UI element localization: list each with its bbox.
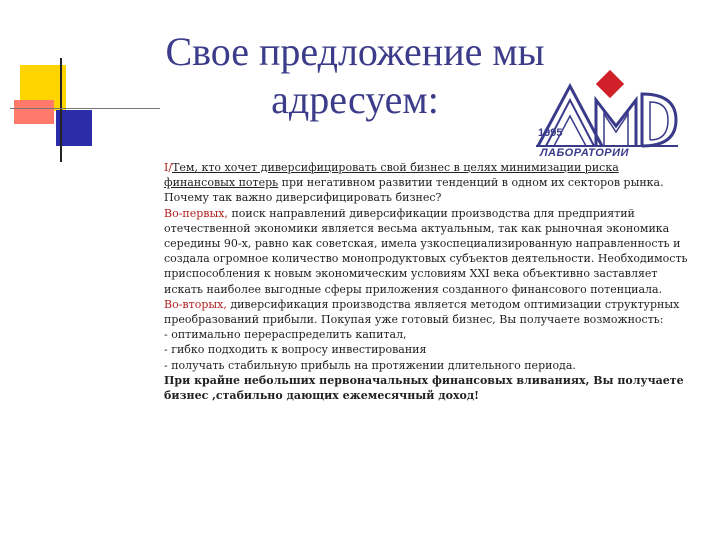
logo-label: ЛАБОРАТОРИИ [540,147,629,159]
list-item: - получать стабильную прибыль на протяжении длительного периода. [164,358,576,372]
intro-number: I/ [164,161,173,174]
intro-paragraph [164,160,690,206]
intro-rest: при негативном развитии тенденций в одном их секторов рынка. Почему так важно диверсифицировать бизнес? [164,176,664,205]
intro-underlined: Тем, кто хочет диверсифицировать свой бизнес в целях минимизации риска финансовых потерь [164,161,619,190]
second-paragraph [164,297,690,327]
first-label: Во-первых, [164,206,228,220]
first-text: поиск направлений диверсификации производства для предприятий отечественной экономики является весьма актуальным, так как рыночная экономика середины 90-х, равно как советская, имела узкоспециализированную направленность и создала огромное количество монопродуктовых субъектов деятельности. Необходимость приспособления к новым экономическим условиям XXI века объективно заставляет искать наиболее выгодные сферы приложения созданного финансового потенциала. [164,206,688,296]
slide-title [150,28,560,124]
logo-year: 1995 [538,127,563,139]
slide-title-line2: адресуем: [271,77,439,122]
closing-statement: При крайне небольших первоначальных финансовых вливаниях, Вы получаете бизнес ,стабильно дающих ежемесячный доход! [164,373,684,403]
first-paragraph [164,206,690,297]
body-text [164,160,690,403]
decor-vertical-line [60,58,62,162]
slide-title-line1: Свое предложение мы [165,29,545,74]
decor-horizontal-line [10,108,160,109]
second-label: Во-вторых, [164,297,227,311]
decor-red-square [14,100,54,124]
second-text: диверсификация производства является методом оптимизации структурных преобразований прибыли. Покупая уже готовый бизнес, Вы получаете возможность: [164,297,680,327]
list-item: - оптимально перераспределить капитал, [164,328,407,342]
list-item: - гибко подходить к вопросу инвестирования [164,343,427,357]
